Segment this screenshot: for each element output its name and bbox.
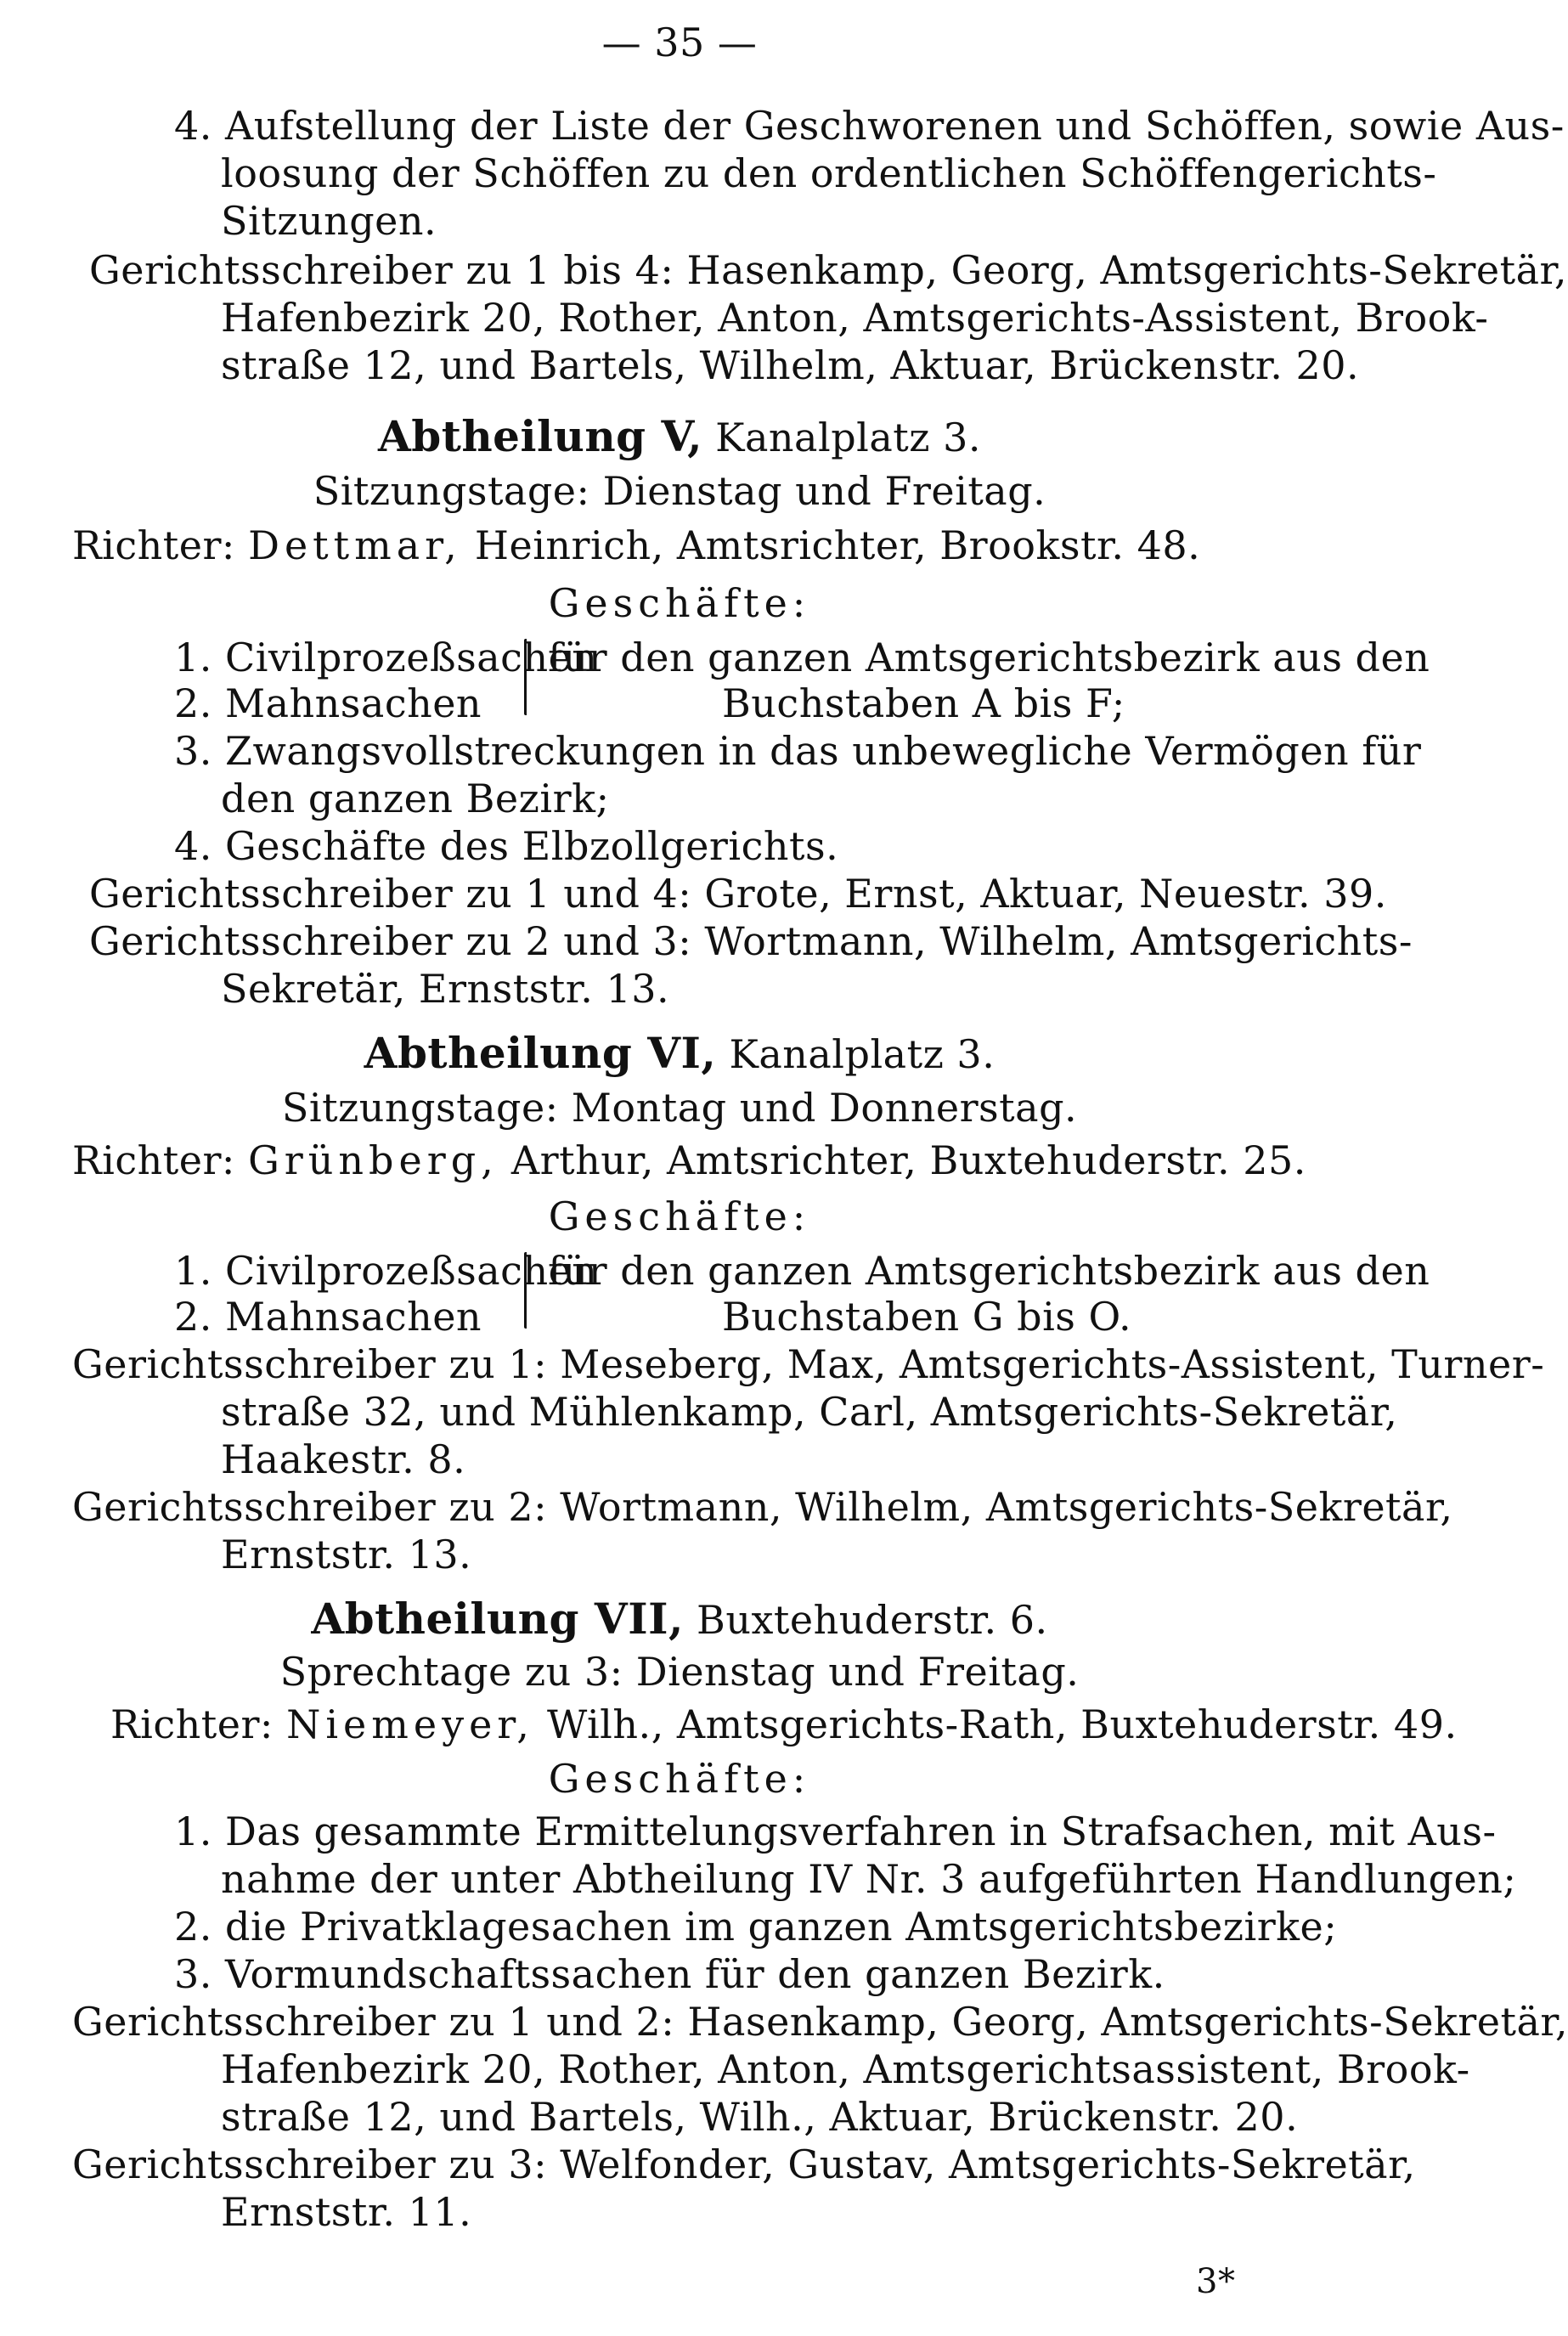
section-vii-item2: 2. die Privatklagesachen im ganzen Amtsgerichtsbezirke;: [174, 1904, 1338, 1949]
section-vi-brace: [524, 1252, 532, 1329]
section-v-item1-right: für den ganzen Amtsgerichtsbezirk aus den: [548, 635, 1430, 680]
section-vi-label: Abtheilung VI,: [364, 1028, 717, 1078]
section-v-item3-line1: 3. Zwangsvollstreckungen in das unbewegliche Vermögen für: [174, 728, 1422, 774]
section-vii-label: Abtheilung VII,: [311, 1594, 684, 1644]
section-vi-judge: [72, 1137, 1306, 1184]
section-v-item4: 4. Geschäfte des Elbzollgerichts.: [174, 823, 839, 869]
section-v-judge-rest: Heinrich, Amtsrichter, Brookstr. 48.: [474, 522, 1201, 568]
section-vi-item2-left: 2. Mahnsachen: [174, 1294, 482, 1340]
section-v-sitting-days: Sitzungstage: Dienstag und Freitag.: [313, 468, 1046, 514]
section-vii-clerk1-line1: Gerichtsschreiber zu 1 und 2: Hasenkamp, Georg, Amtsgerichts-Sekretär,: [72, 1999, 1568, 2045]
section-vi-judge-rest: Arthur, Amtsrichter, Buxtehuderstr. 25.: [510, 1137, 1306, 1183]
section-v-label: Abtheilung V,: [377, 411, 703, 461]
section-v-address: Kanalplatz 3.: [715, 415, 982, 460]
section-v-clerk2-line1: Gerichtsschreiber zu 2 und 3: Wortmann, Wilhelm, Amtsgerichts-: [89, 918, 1413, 964]
signature-mark: 3*: [1196, 2262, 1236, 2301]
section-vi-clerk2-line2: Ernststr. 13.: [221, 1532, 472, 1577]
section-vi-heading: [0, 1030, 1359, 1078]
section-vi-address: Kanalplatz 3.: [729, 1031, 996, 1077]
top-clerks-line2: Hafenbezirk 20, Rother, Anton, Amtsgerichts-Assistent, Brook-: [221, 295, 1489, 341]
section-v-judge: [72, 522, 1200, 569]
section-v-item1-left: 1. Civilprozeßsachen: [174, 635, 598, 680]
section-vii-judge-name: Niemeyer,: [286, 1701, 534, 1747]
section-vii-business-title: Geschäfte:: [548, 1756, 811, 1802]
page-number: — 35 —: [601, 20, 758, 65]
section-vi-sitting-days: Sitzungstage: Montag und Donnerstag.: [281, 1085, 1078, 1131]
section-vii-judge-prefix: Richter:: [110, 1701, 274, 1747]
section-v-clerk2-line2: Sekretär, Ernststr. 13.: [221, 966, 670, 1012]
section-vi-clerk2-line1: Gerichtsschreiber zu 2: Wortmann, Wilhelm, Amtsgerichts-Sekretär,: [72, 1484, 1453, 1530]
section-vi-judge-name: Grünberg,: [248, 1137, 499, 1183]
section-vii-address: Buxtehuderstr. 6.: [697, 1597, 1048, 1643]
section-vii-heading: [0, 1595, 1359, 1644]
section-vi-business-title: Geschäfte:: [548, 1193, 811, 1239]
section-vii-clerk1-line3: straße 12, und Bartels, Wilh., Aktuar, Brückenstr. 20.: [221, 2094, 1299, 2140]
section-vii-clerk2-line2: Ernststr. 11.: [221, 2189, 472, 2235]
section-v-heading: [0, 413, 1359, 461]
section-vi-item1-right: für den ganzen Amtsgerichtsbezirk aus den: [548, 1248, 1430, 1294]
section-vii-item1-line2: nahme der unter Abtheilung IV Nr. 3 aufgeführten Handlungen;: [221, 1856, 1517, 1902]
section-v-judge-prefix: Richter:: [72, 522, 235, 568]
top-item-4-line3: Sitzungen.: [221, 198, 437, 244]
section-vi-clerk1-line2: straße 32, und Mühlenkamp, Carl, Amtsgerichts-Sekretär,: [221, 1389, 1398, 1435]
section-vii-speaking-days: Sprechtage zu 3: Dienstag und Freitag.: [279, 1649, 1080, 1695]
section-v-judge-name: Dettmar,: [248, 522, 462, 568]
top-clerks-line1: Gerichtsschreiber zu 1 bis 4: Hasenkamp, Georg, Amtsgerichts-Sekretär,: [89, 247, 1568, 293]
section-vii-item3: 3. Vormundschaftssachen für den ganzen Bezirk.: [174, 1951, 1165, 1997]
section-v-item2-left: 2. Mahnsachen: [174, 680, 482, 726]
top-item-4-line1: 4. Aufstellung der Liste der Geschworenen und Schöffen, sowie Aus-: [174, 103, 1565, 149]
section-vii-item1-line1: 1. Das gesammte Ermittelungsverfahren in Strafsachen, mit Aus-: [174, 1808, 1497, 1854]
section-vi-judge-prefix: Richter:: [72, 1137, 235, 1183]
section-vii-judge: [110, 1701, 1458, 1748]
section-v-item3-line2: den ganzen Bezirk;: [221, 776, 610, 821]
section-vi-clerk1-line1: Gerichtsschreiber zu 1: Meseberg, Max, Amtsgerichts-Assistent, Turner-: [72, 1341, 1545, 1387]
section-v-item2-right: Buchstaben A bis F;: [722, 680, 1125, 726]
top-item-4-line2: loosung der Schöffen zu den ordentlichen Schöffengerichts-: [221, 150, 1437, 196]
section-v-business-title: Geschäfte:: [548, 580, 811, 626]
top-clerks-line3: straße 12, und Bartels, Wilhelm, Aktuar, Brückenstr. 20.: [221, 342, 1360, 388]
section-vi-item1-left: 1. Civilprozeßsachen: [174, 1248, 598, 1294]
section-vii-clerk2-line1: Gerichtsschreiber zu 3: Welfonder, Gustav, Amtsgerichts-Sekretär,: [72, 2141, 1416, 2187]
section-v-brace: [524, 639, 532, 715]
section-v-clerk1: Gerichtsschreiber zu 1 und 4: Grote, Ernst, Aktuar, Neuestr. 39.: [89, 871, 1387, 917]
section-vii-judge-rest: Wilh., Amtsgerichts-Rath, Buxtehuderstr. 49.: [546, 1701, 1458, 1747]
section-vi-item2-right: Buchstaben G bis O.: [722, 1294, 1132, 1340]
section-vi-clerk1-line3: Haakestr. 8.: [221, 1436, 466, 1482]
section-vii-clerk1-line2: Hafenbezirk 20, Rother, Anton, Amtsgerichtsassistent, Brook-: [221, 2046, 1470, 2092]
